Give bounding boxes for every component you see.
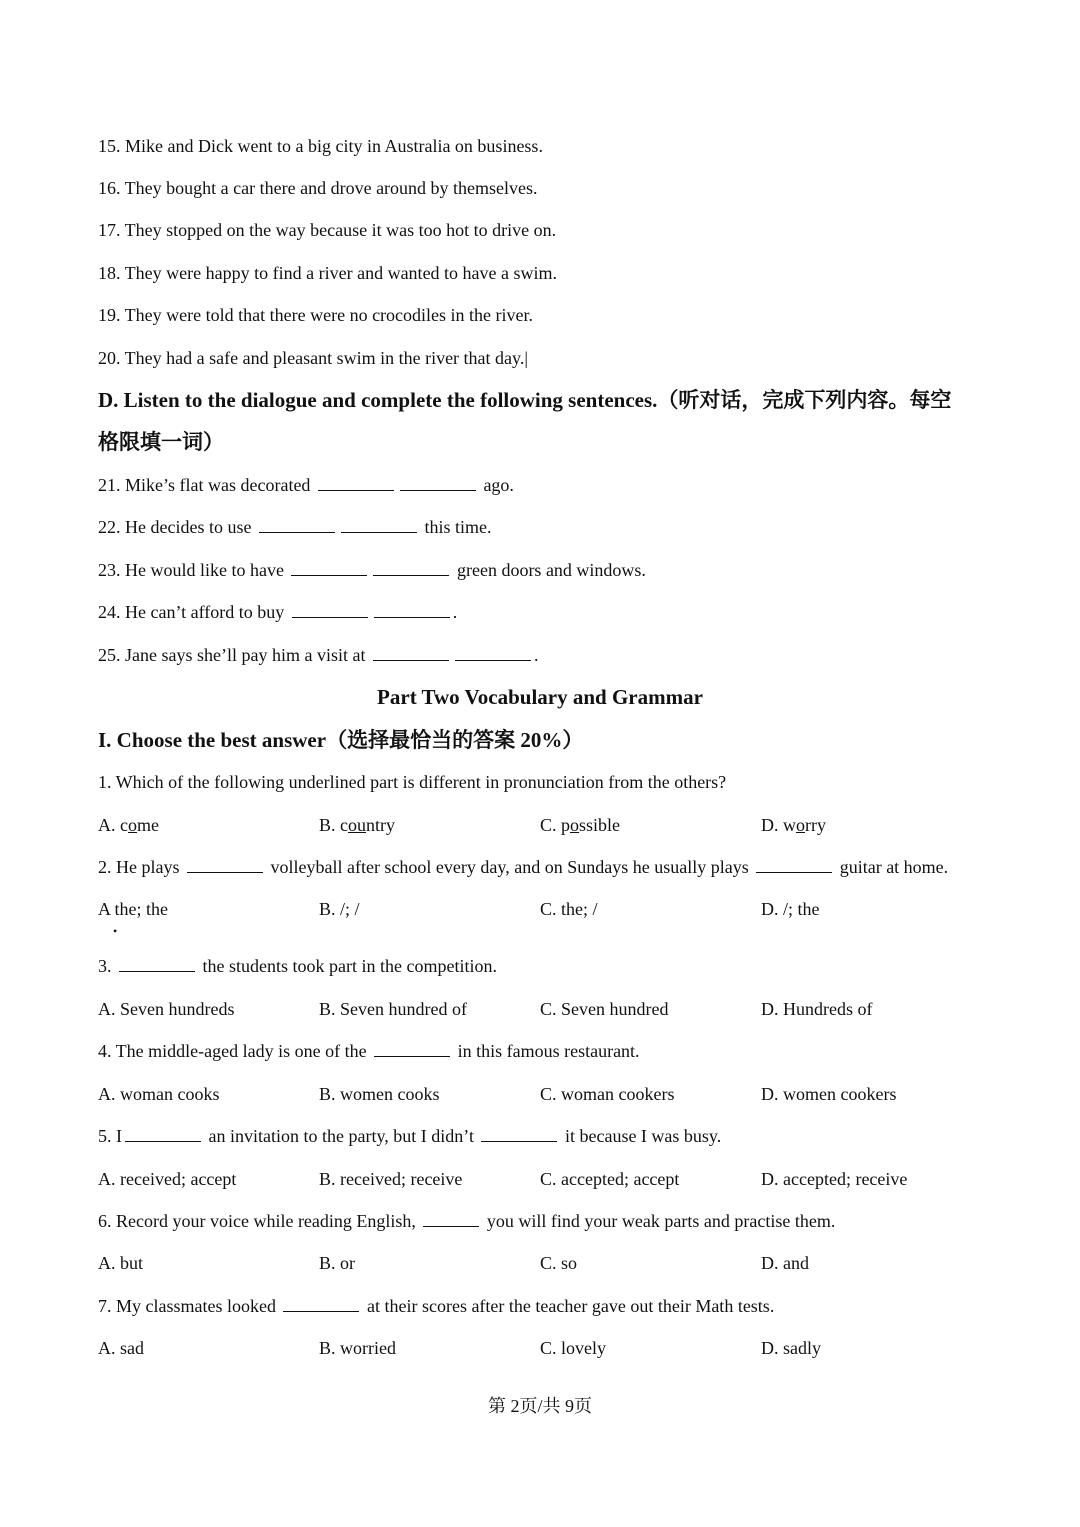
- statement-17: 17. They stopped on the way because it was too hot to drive on.: [98, 220, 557, 240]
- answer-blank[interactable]: [374, 601, 450, 618]
- underlined-letters: o: [796, 815, 805, 835]
- question-24: [98, 600, 457, 624]
- option-b[interactable]: B. or: [319, 1253, 355, 1273]
- stem-text: it because I was busy.: [564, 1126, 722, 1146]
- question-22: [98, 515, 491, 539]
- answer-blank[interactable]: [292, 601, 368, 618]
- question-22-tail: this time.: [424, 517, 492, 537]
- underlined-letters: o: [128, 815, 137, 835]
- answer-blank[interactable]: [119, 955, 195, 972]
- option-b[interactable]: B. worried: [319, 1338, 396, 1358]
- option-d[interactable]: D. /; the: [761, 899, 820, 919]
- answer-blank[interactable]: [187, 856, 263, 873]
- answer-blank[interactable]: [341, 516, 417, 533]
- question-1-stem: 1. Which of the following underlined part is different in pronunciation from the others?: [98, 772, 727, 792]
- option-a[interactable]: A. but: [98, 1253, 143, 1273]
- question-21: [98, 473, 514, 497]
- question-3-stem: [98, 954, 497, 978]
- statement-15: 15. Mike and Dick went to a big city in Australia on business.: [98, 136, 543, 156]
- option-a[interactable]: A the; the: [98, 899, 168, 919]
- question-6-stem: [98, 1209, 835, 1233]
- option-text: rry: [805, 815, 826, 835]
- option-a[interactable]: A. received; accept: [98, 1169, 237, 1189]
- option-c[interactable]: C. woman cookers: [540, 1084, 675, 1104]
- question-23-tail: green doors and windows.: [456, 560, 646, 580]
- option-c[interactable]: [540, 813, 620, 837]
- answer-blank[interactable]: [455, 644, 531, 661]
- option-text: B. c: [319, 815, 348, 835]
- option-b[interactable]: B. /; /: [319, 899, 360, 919]
- option-text: C. p: [540, 815, 571, 835]
- option-d[interactable]: D. and: [761, 1253, 809, 1273]
- stem-text: the students took part in the competition.: [202, 956, 497, 976]
- section-d-heading-cont: 格限填一词）: [98, 430, 224, 454]
- question-25-tail: .: [533, 645, 539, 665]
- section-d-heading: D. Listen to the dialogue and complete the following sentences.（听对话，完成下列内容。每空: [98, 388, 952, 412]
- option-c[interactable]: C. Seven hundred: [540, 999, 669, 1019]
- question-5-stem: [98, 1124, 721, 1148]
- statement-18: 18. They were happy to find a river and wanted to have a swim.: [98, 263, 558, 283]
- answer-blank[interactable]: [373, 644, 449, 661]
- question-23: [98, 558, 646, 582]
- option-c[interactable]: C. lovely: [540, 1338, 606, 1358]
- stem-text: an invitation to the party, but I didn’t: [208, 1126, 474, 1146]
- option-text: ssible: [579, 815, 621, 835]
- option-d[interactable]: D. accepted; receive: [761, 1169, 908, 1189]
- underlined-letters: o: [570, 815, 580, 835]
- option-text: ntry: [366, 815, 395, 835]
- option-b[interactable]: B. women cooks: [319, 1084, 440, 1104]
- question-25: [98, 643, 538, 667]
- option-b[interactable]: B. Seven hundred of: [319, 999, 467, 1019]
- option-d[interactable]: D. women cookers: [761, 1084, 897, 1104]
- answer-blank[interactable]: [125, 1125, 201, 1142]
- option-text: D. w: [761, 815, 796, 835]
- question-23-text: 23. He would like to have: [98, 560, 284, 580]
- stem-text: 3.: [98, 956, 112, 976]
- option-a[interactable]: A. Seven hundreds: [98, 999, 235, 1019]
- stray-dot: •: [113, 924, 118, 938]
- part-two-title: Part Two Vocabulary and Grammar: [377, 685, 703, 709]
- answer-blank[interactable]: [291, 559, 367, 576]
- stem-text: 4. The middle-aged lady is one of the: [98, 1041, 367, 1061]
- stem-text: 7. My classmates looked: [98, 1296, 276, 1316]
- stem-text: guitar at home.: [839, 857, 949, 877]
- stem-text: in this famous restaurant.: [457, 1041, 640, 1061]
- option-c[interactable]: C. the; /: [540, 899, 598, 919]
- option-text: me: [137, 815, 159, 835]
- question-22-text: 22. He decides to use: [98, 517, 252, 537]
- underlined-letters: ou: [348, 815, 366, 835]
- answer-blank[interactable]: [756, 856, 832, 873]
- option-d[interactable]: D. sadly: [761, 1338, 821, 1358]
- stem-text: volleyball after school every day, and on Sundays he usually plays: [270, 857, 749, 877]
- question-24-tail: .: [452, 602, 458, 622]
- option-d[interactable]: D. Hundreds of: [761, 999, 873, 1019]
- statement-16: 16. They bought a car there and drove around by themselves.: [98, 178, 538, 198]
- option-d[interactable]: [761, 813, 826, 837]
- answer-blank[interactable]: [318, 474, 394, 491]
- question-7-stem: [98, 1294, 774, 1318]
- question-2-stem: [98, 855, 948, 879]
- stem-text: 5. I: [98, 1126, 122, 1146]
- statement-20: 20. They had a safe and pleasant swim in the river that day.|: [98, 348, 528, 368]
- stem-text: 6. Record your voice while reading English,: [98, 1211, 416, 1231]
- question-4-stem: [98, 1039, 640, 1063]
- question-24-text: 24. He can’t afford to buy: [98, 602, 285, 622]
- option-c[interactable]: C. so: [540, 1253, 578, 1273]
- option-c[interactable]: C. accepted; accept: [540, 1169, 680, 1189]
- option-b[interactable]: B. received; receive: [319, 1169, 463, 1189]
- question-25-text: 25. Jane says she’ll pay him a visit at: [98, 645, 366, 665]
- question-21-tail: ago.: [483, 475, 514, 495]
- answer-blank[interactable]: [374, 1040, 450, 1057]
- answer-blank[interactable]: [259, 516, 335, 533]
- option-a[interactable]: [98, 813, 159, 837]
- answer-blank[interactable]: [283, 1295, 359, 1312]
- answer-blank[interactable]: [400, 474, 476, 491]
- answer-blank[interactable]: [481, 1125, 557, 1142]
- stem-text: at their scores after the teacher gave out their Math tests.: [366, 1296, 775, 1316]
- option-text: A. c: [98, 815, 128, 835]
- question-21-text: 21. Mike’s flat was decorated: [98, 475, 311, 495]
- option-a[interactable]: A. sad: [98, 1338, 144, 1358]
- page-number: 第 2页/共 9页: [487, 1396, 592, 1416]
- stem-text: 2. He plays: [98, 857, 180, 877]
- stem-text: you will find your weak parts and practise them.: [486, 1211, 836, 1231]
- answer-blank[interactable]: [423, 1210, 479, 1227]
- answer-blank[interactable]: [373, 559, 449, 576]
- section-i-heading: I. Choose the best answer（选择最恰当的答案 20%）: [98, 728, 584, 752]
- option-b[interactable]: [319, 813, 395, 837]
- option-a[interactable]: A. woman cooks: [98, 1084, 220, 1104]
- statement-19: 19. They were told that there were no crocodiles in the river.: [98, 305, 534, 325]
